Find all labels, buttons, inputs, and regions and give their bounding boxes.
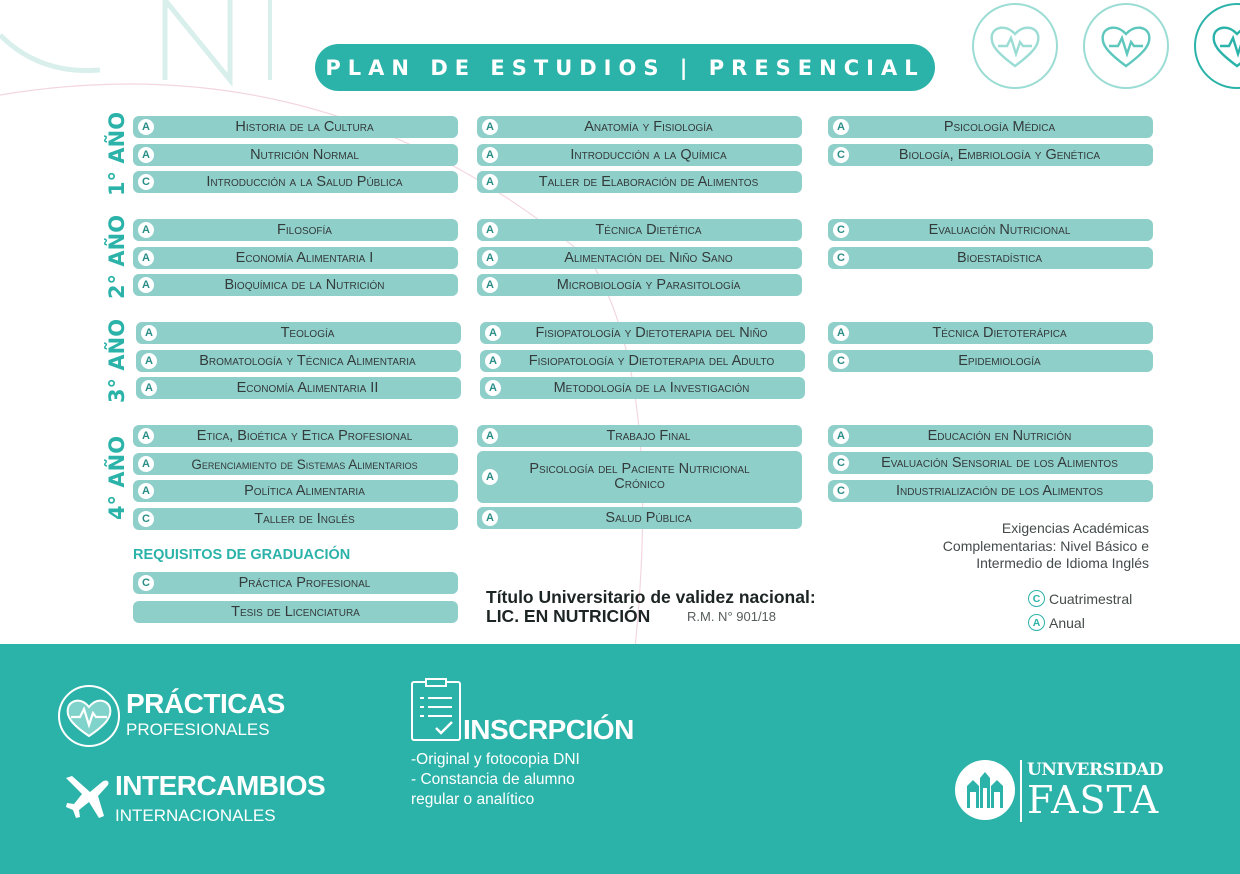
logo-divider [1020, 760, 1022, 822]
course-pill [828, 116, 1153, 138]
legend-cuatrimestral [1028, 590, 1132, 607]
year-2-label [102, 216, 132, 298]
course-name: Microbiología y Parasitología [556, 277, 741, 293]
course-name: Evaluación Sensorial de los Alimentos [881, 455, 1118, 471]
course-name: Ética, Bioética y Ética Profesional [196, 428, 413, 444]
course-pill [133, 274, 458, 296]
course-pill [136, 350, 461, 372]
course-pill [133, 508, 458, 530]
course-pill [133, 247, 458, 269]
clipboard-icon [410, 678, 464, 742]
course-pill [477, 425, 802, 447]
modality-badge: A [485, 353, 501, 369]
heart-pulse-icon [57, 684, 121, 748]
course-pill [480, 377, 805, 399]
course-name: Metodología de la Investigación [553, 380, 750, 396]
modality-badge: A [138, 483, 154, 499]
course-name: Historia de la Cultura [235, 119, 374, 135]
course-pill [136, 377, 461, 399]
year-1-label-text: 1° AÑO [105, 111, 130, 197]
course-name: Salud Pública [605, 510, 692, 526]
course-pill [133, 601, 458, 623]
logo-line2: FASTA [1027, 778, 1160, 822]
footer [0, 644, 1240, 874]
modality-badge: A [138, 222, 154, 238]
course-name: Evaluación Nutricional [928, 222, 1071, 238]
course-pill [477, 247, 802, 269]
course-pill [477, 507, 802, 529]
heart-pulse-icon [1083, 3, 1169, 89]
modality-badge: A [482, 147, 498, 163]
modality-badge: A [141, 325, 157, 341]
modality-badge: C [833, 222, 849, 238]
course-name: Teología [280, 325, 335, 341]
course-pill [828, 322, 1153, 344]
modality-badge: C [833, 455, 849, 471]
course-name: Economía Alimentaria II [236, 380, 379, 396]
practicas-subtitle: PROFESIONALES [126, 720, 270, 739]
titulo-line2: LIC. EN NUTRICIÓN [486, 606, 651, 626]
course-name: Industrialización de los Alimentos [895, 483, 1104, 499]
course-name: Educación en Nutrición [927, 428, 1072, 444]
titulo-rm: R.M. N° 901/18 [687, 609, 777, 624]
intercambios-title: INTERCAMBIOS [115, 770, 326, 801]
course-pill [477, 451, 802, 503]
course-pill [480, 350, 805, 372]
course-pill [828, 350, 1153, 372]
modality-badge: C [833, 483, 849, 499]
year-4-label-text: 4° AÑO [105, 435, 130, 520]
course-name: Biología, Embriología y Genética [898, 147, 1101, 163]
practicas-title: PRÁCTICAS [126, 688, 285, 719]
modality-badge: A [138, 428, 154, 444]
legend-badge: A [1028, 614, 1045, 631]
course-pill [828, 144, 1153, 166]
course-name: Política Alimentaria [244, 483, 365, 499]
modality-badge: C [138, 174, 154, 190]
logo-line1: UNIVERSIDAD [1027, 760, 1163, 780]
course-name: Técnica Dietética [595, 222, 702, 238]
course-name: Anatomía y Fisiología [584, 119, 713, 135]
course-pill [828, 480, 1153, 502]
year-1-label [102, 111, 132, 197]
modality-badge: C [833, 250, 849, 266]
course-pill [477, 116, 802, 138]
modality-badge: C [138, 511, 154, 527]
course-name: Filosofía [277, 222, 332, 238]
course-pill [480, 322, 805, 344]
course-pill [828, 425, 1153, 447]
course-pill [477, 274, 802, 296]
modality-badge: A [138, 147, 154, 163]
modality-badge: A [138, 250, 154, 266]
course-name: Gerenciamiento de Sistemas Alimentarios [191, 456, 418, 472]
modality-badge: A [141, 353, 157, 369]
course-name: Nutrición Normal [250, 147, 359, 163]
course-name: Fisiopatología y Dietoterapia del Adulto [528, 353, 775, 369]
course-pill [477, 144, 802, 166]
legend-badge: C [1028, 590, 1045, 607]
course-name: Taller de Inglés [254, 511, 355, 527]
intercambios-subtitle: INTERNACIONALES [115, 806, 276, 825]
requisitos-title: REQUISITOS DE GRADUACIÓN [133, 547, 351, 563]
legend-label: Anual [1049, 614, 1085, 631]
legend-anual [1028, 614, 1085, 631]
titulo-line1: Título Universitario de validez nacional: [486, 587, 816, 607]
modality-badge: C [833, 147, 849, 163]
course-name: Trabajo Final [606, 428, 691, 444]
modality-badge: A [482, 222, 498, 238]
course-name: Introducción a la Química [570, 147, 727, 163]
legend-label: Cuatrimestral [1049, 590, 1133, 607]
exigencias-line: Intermedio de Idioma Inglés [976, 555, 1149, 571]
course-name: Bioestadística [956, 250, 1043, 266]
exigencias-line: Complementarias: Nivel Básico e [942, 537, 1149, 554]
course-name: Psicología Médica [943, 119, 1056, 135]
modality-badge: A [138, 456, 154, 472]
course-pill [133, 572, 458, 594]
course-name: Tesis de Licenciatura [231, 604, 360, 620]
modality-badge: A [833, 325, 849, 341]
year-2-label-text: 2° AÑO [105, 214, 130, 300]
modality-badge: A [138, 277, 154, 293]
exigencias-text [943, 520, 1149, 573]
modality-badge: C [833, 353, 849, 369]
course-pill [828, 247, 1153, 269]
course-pill [828, 452, 1153, 474]
modality-badge: A [138, 119, 154, 135]
year-4-label [102, 435, 132, 520]
course-name: Epidemiología [958, 353, 1041, 369]
course-name: Psicología del Paciente Nutricional Crónico [529, 462, 750, 492]
year-3-label [102, 320, 132, 402]
course-pill [133, 453, 458, 475]
modality-badge: A [482, 119, 498, 135]
course-pill [477, 171, 802, 193]
course-pill [133, 144, 458, 166]
course-name: Bromatología y Técnica Alimentaria [199, 353, 416, 369]
modality-badge: A [485, 325, 501, 341]
modality-badge: A [141, 380, 157, 396]
course-name: Taller de Elaboración de Alimentos [538, 174, 759, 190]
airplane-icon [62, 772, 112, 820]
modality-badge: A [482, 277, 498, 293]
modality-badge: A [485, 380, 501, 396]
plan-banner [315, 44, 935, 91]
course-name: Economía Alimentaria I [235, 250, 374, 266]
inscripcion-title: INSCRPCIÓN [463, 714, 634, 745]
university-logo-icon [953, 758, 1017, 822]
course-pill [133, 171, 458, 193]
modality-badge: A [833, 428, 849, 444]
course-pill [828, 219, 1153, 241]
course-name: Bioquímica de la Nutrición [224, 277, 385, 293]
course-pill [133, 425, 458, 447]
modality-badge: C [138, 575, 154, 591]
modality-badge: A [482, 510, 498, 526]
modality-badge: A [482, 428, 498, 444]
course-pill [477, 219, 802, 241]
modality-badge: A [482, 250, 498, 266]
inscripcion-item: -Original y fotocopia DNI [411, 751, 580, 768]
course-pill [133, 116, 458, 138]
exigencias-line: Exigencias Académicas [1001, 520, 1149, 536]
inscripcion-item: regular o analítico [411, 791, 535, 808]
heart-pulse-icon [1194, 3, 1240, 89]
modality-badge: A [482, 469, 498, 485]
course-pill [133, 219, 458, 241]
heart-pulse-icon [972, 3, 1058, 89]
course-pill [136, 322, 461, 344]
course-name: Introducción a la Salud Pública [206, 174, 403, 190]
course-name: Técnica Dietoterápica [932, 325, 1067, 341]
modality-badge: A [482, 174, 498, 190]
plan-banner-text: PLAN DE ESTUDIOS | PRESENCIAL [325, 55, 925, 80]
course-name: Práctica Profesional [238, 575, 371, 591]
course-pill [133, 480, 458, 502]
year-3-label-text: 3° AÑO [105, 318, 130, 404]
modality-badge: A [833, 119, 849, 135]
inscripcion-item: - Constancia de alumno [411, 771, 575, 788]
course-name: Fisiopatología y Dietoterapia del Niño [535, 325, 768, 341]
course-name: Alimentación del Niño Sano [564, 250, 733, 266]
